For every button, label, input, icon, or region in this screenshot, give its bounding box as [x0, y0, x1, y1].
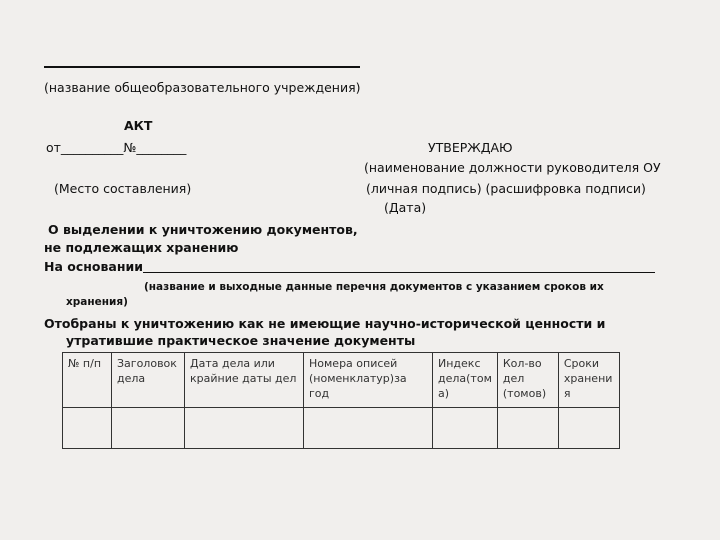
col-header-dates: Дата дела или крайние даты дел [185, 353, 304, 408]
place-caption: (Место составления) [54, 181, 192, 196]
table-cell[interactable] [558, 408, 619, 449]
org-caption: (название общеобразовательного учреждения) [44, 80, 361, 95]
org-name-line [44, 66, 360, 68]
col-header-index: Индекс дела(том а) [433, 353, 498, 408]
table-cell[interactable] [63, 408, 112, 449]
position-caption: (наименование должности руководителя ОУ [364, 160, 661, 175]
selected-line-1: Отобраны к уничтожению как не имеющие научно-исторической ценности и [44, 316, 606, 331]
col-header-title: Заголовок дела [112, 353, 185, 408]
subject-line-1: О выделении к уничтожению документов, [48, 222, 358, 237]
col-header-terms: Сроки хранени я [558, 353, 619, 408]
selected-line-2: утратившие практическое значение документы [66, 333, 416, 348]
date-caption: (Дата) [384, 200, 427, 215]
signature-caption: (личная подпись) (расшифровка подписи) [366, 181, 646, 196]
table-header-row [63, 353, 620, 408]
act-date-number-line: от__________№________ [46, 140, 187, 155]
basis-underline [143, 272, 655, 273]
table-row [63, 408, 620, 449]
table-cell[interactable] [497, 408, 558, 449]
basis-caption-line-1: (название и выходные данные перечня документов с указанием сроков их [144, 281, 604, 293]
table-cell[interactable] [112, 408, 185, 449]
basis-label: На основании [44, 259, 143, 274]
documents-table [62, 352, 620, 449]
col-header-inventory: Номера описей (номенклатур)за год [304, 353, 433, 408]
col-header-number: № п/п [63, 353, 112, 408]
act-title: АКТ [124, 118, 153, 133]
col-header-count: Кол-во дел (томов) [497, 353, 558, 408]
table-cell[interactable] [433, 408, 498, 449]
approve-label: УТВЕРЖДАЮ [428, 140, 513, 155]
basis-caption-line-2: хранения) [66, 296, 128, 308]
table-cell[interactable] [185, 408, 304, 449]
table-cell[interactable] [304, 408, 433, 449]
subject-line-2: не подлежащих хранению [44, 240, 239, 255]
